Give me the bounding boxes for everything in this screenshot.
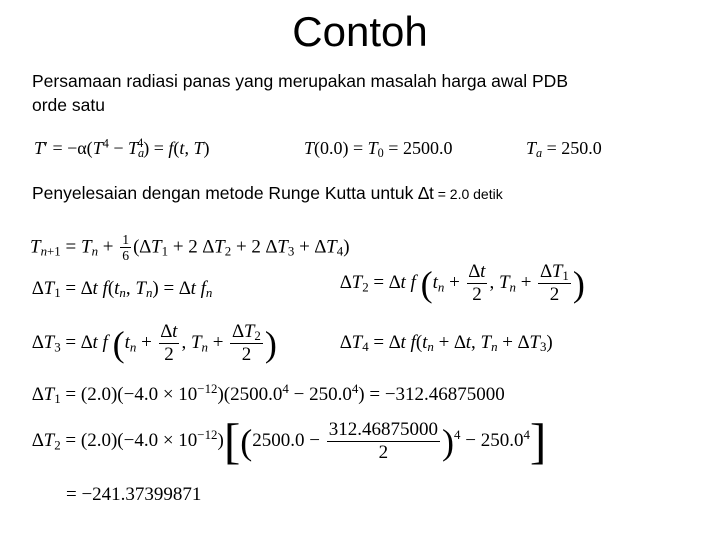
delta-t2-result: −241.37399871 bbox=[81, 484, 202, 505]
ode-equation: $T' = -\alpha(T^4 - T_a^4) = f(t$, T) bbox=[34, 136, 210, 161]
dt-symbol: ∆t bbox=[418, 183, 434, 203]
delta-t4-formula: $\Delta T_4 = \Delta t$ $f(t_n + \Delta t$, $T_n + \Delta T_3$) bbox=[340, 332, 553, 355]
delta-t3-formula: $\Delta T_3 = \Delta t$ f ($t_n$ + $\frac{\Delta t}{2}$ , $T_n$ + $\frac{\Delta T_2}{2}$ ) bbox=[32, 321, 277, 365]
slide-title: Contoh bbox=[292, 8, 428, 55]
t0-value: 2500.0 bbox=[402, 138, 453, 158]
delta-t2-formula: $\Delta T_2 = \Delta t$ f ($t_n$ + $\frac{\Delta t}{2}$ , $T_n$ + $\frac{\Delta T_1}{2}$ ) bbox=[340, 261, 585, 305]
method-text: Penyelesaian dengan metode Runge Kutta untuk bbox=[32, 183, 419, 203]
ta-value: 250.0 bbox=[561, 138, 602, 158]
delta-t1-result: −312.46875000 bbox=[384, 384, 505, 405]
rk4-update-formula: $T_{n+1} = T_n$ + $\frac{1}{6}$ ($\Delta T_1 + 2$ $\Delta T_2 + 2$ $\Delta T_3 + \Delta T_4$) bbox=[30, 232, 350, 264]
intro-line-2: orde satu bbox=[32, 95, 105, 115]
delta-t1-calculation: $\Delta T_1 = (2.0)(-4.0 \times 10^{-12})(2500.0^4 - 250.0^4) = -312.46875000$ bbox=[32, 380, 505, 407]
method-sentence bbox=[32, 182, 503, 205]
initial-condition: $T(0.0) = T_0 = 2500.0$ bbox=[304, 138, 453, 161]
delta-t1-formula: $\Delta T_1 = \Delta t$ $f(t_n$, $T_n) = \Delta t$ $f_n$ bbox=[32, 278, 213, 301]
intro-line-1: Persamaan radiasi panas yang merupakan masalah harga awal PDB bbox=[32, 71, 568, 91]
ambient-temperature: $T_a = 250.0$ bbox=[526, 138, 602, 161]
delta-t2-calculation: $\Delta T_2 = (2.0)(-4.0 \times 10^{-12})[(2500.0$ − $\frac{312.46875000}{2}$ )$^4 - 250.0^4$] bbox=[32, 413, 547, 469]
dt-value: = 2.0 detik bbox=[433, 186, 503, 202]
delta-t2-result-line: = −241.37399871 bbox=[66, 484, 202, 505]
